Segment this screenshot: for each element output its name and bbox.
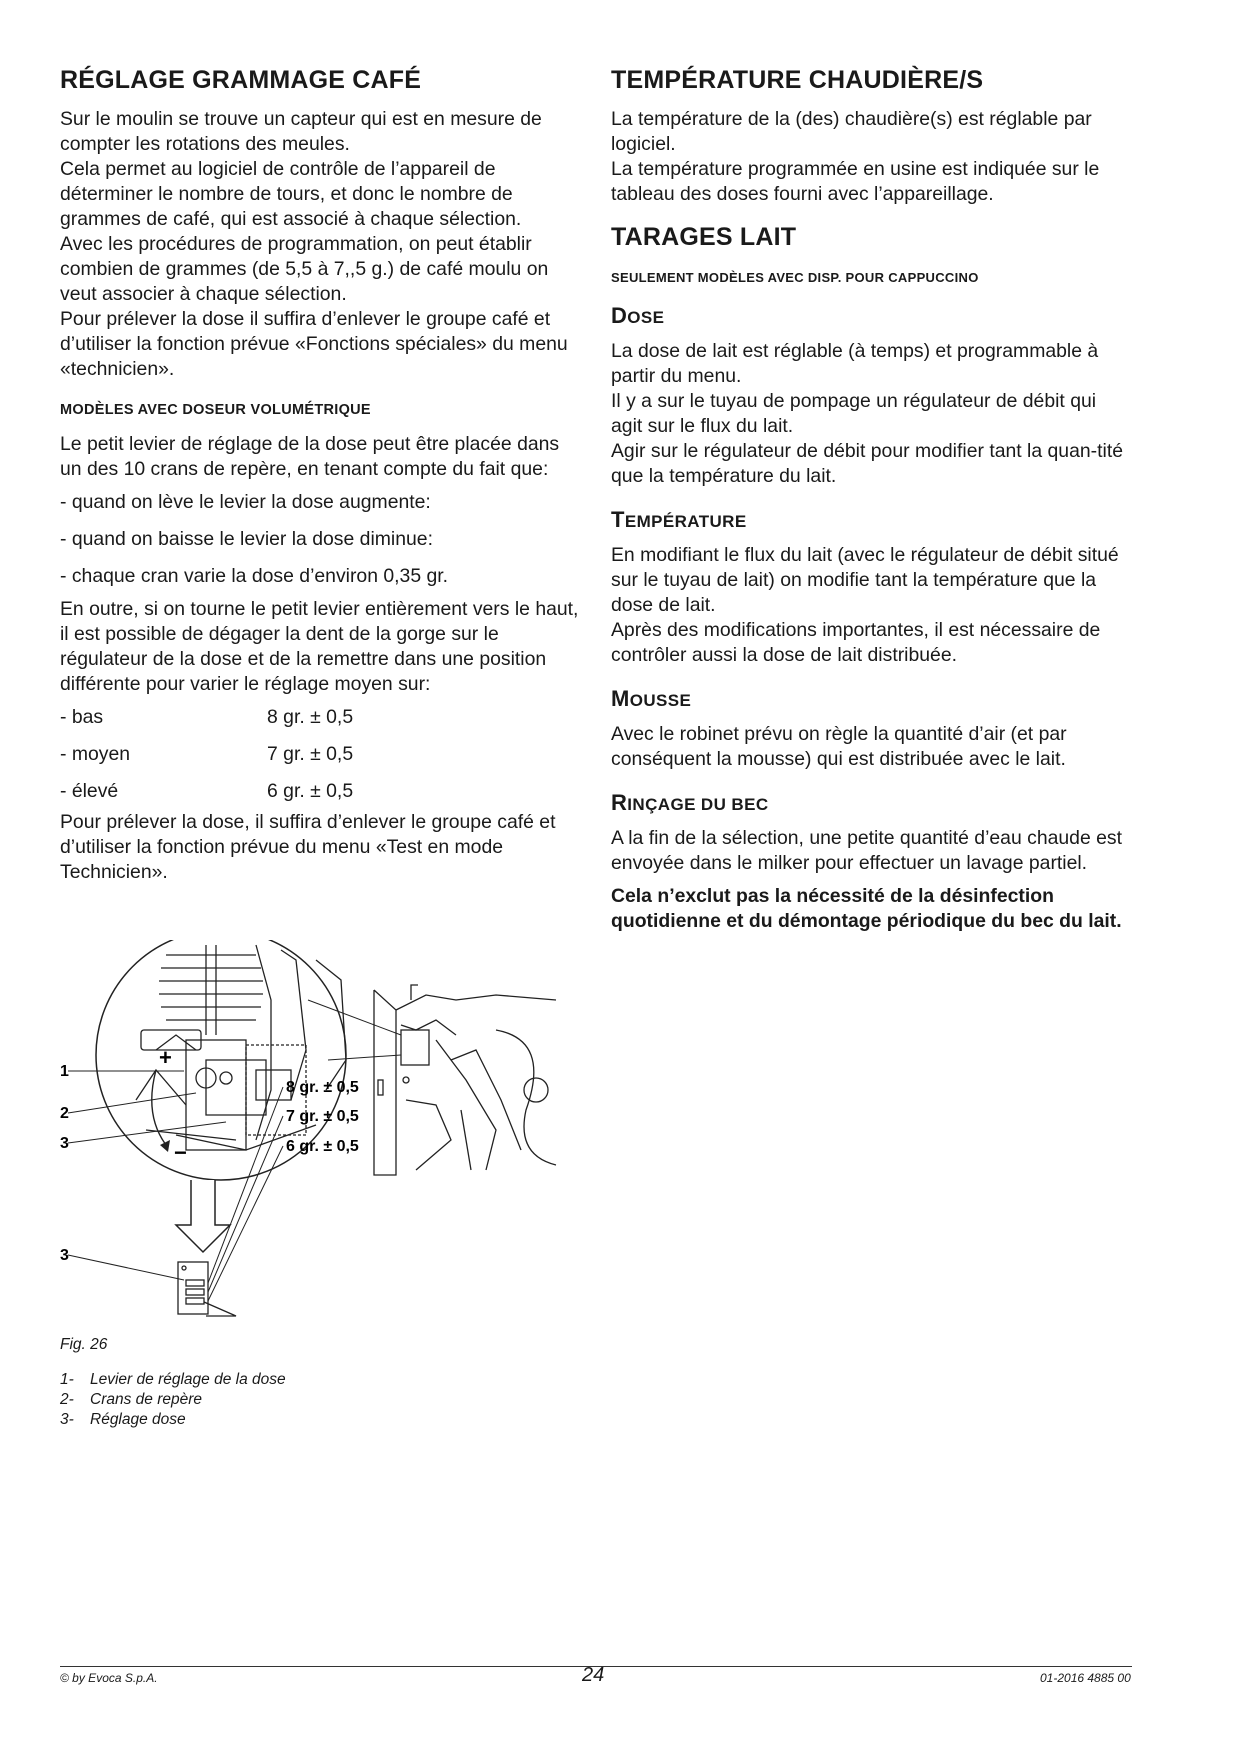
paragraph: Avec les procédures de programmation, on peut établir combien de grammes (de 5,5 à 7,,5 g.) de café moulu on veut associer à chaque sélection.	[60, 233, 549, 305]
dose-label-6gr: 6 gr. ± 0,5	[286, 1138, 359, 1155]
setting-label: - moyen	[60, 743, 131, 765]
legend-text: Crans de repère	[90, 1391, 203, 1408]
callout-3: 3	[60, 1135, 69, 1152]
section-title-temperature: TEMPÉRATURE CHAUDIÈRE/S	[611, 66, 984, 94]
setting-row	[60, 779, 585, 804]
subheading-doseur: MODÈLES AVEC DOSEUR VOLUMÉTRIQUE	[60, 402, 371, 418]
footer-copyright: © by Evoca S.p.A.	[60, 1671, 158, 1685]
model-note: SEULEMENT MODÈLES AVEC DISP. POUR CAPPUCCINO	[611, 270, 979, 285]
temperature-heading-rest: EMPÉRATURE	[624, 512, 747, 531]
callout-1: 1	[60, 1063, 69, 1080]
bullet-item: - quand on lève le levier la dose augmente:	[60, 491, 431, 513]
paragraph: A la fin de la sélection, une petite quantité d’eau chaude est envoyée dans le milker pour effectuer un lavage partiel.	[611, 827, 1122, 874]
section-title-grammage: RÉGLAGE GRAMMAGE CAFÉ	[60, 66, 422, 94]
paragraph: Cela permet au logiciel de contrôle de l’appareil de déterminer le nombre de tours, et donc le nombre de grammes de café, qui est associé à chaque sélection.	[60, 158, 522, 230]
bullet-item: - chaque cran varie la dose d’environ 0,35 gr.	[60, 565, 449, 587]
legend-item	[60, 1410, 286, 1430]
subheading-temperature	[611, 507, 1131, 533]
paragraph: Après des modifications importantes, il est nécessaire de contrôler aussi la dose de lait distribuée.	[611, 619, 1101, 666]
setting-value: 7 gr. ± 0,5	[267, 743, 354, 765]
section-title-tarages-lait: TARAGES LAIT	[611, 223, 797, 251]
paragraph: La dose de lait est réglable (à temps) et programmable à partir du menu.	[611, 340, 1099, 387]
dose-heading-initial: D	[611, 303, 628, 328]
left-column	[60, 60, 585, 893]
grinder-dose-diagram	[56, 940, 576, 1330]
setting-value: 8 gr. ± 0,5	[267, 706, 354, 728]
setting-value: 6 gr. ± 0,5	[267, 780, 354, 802]
dose-heading-rest: OSE	[627, 308, 665, 327]
setting-label: - bas	[60, 706, 104, 728]
paragraph: La température programmée en usine est indiquée sur le tableau des doses fourni avec l’appareillage.	[611, 158, 1100, 205]
dose-label-7gr: 7 gr. ± 0,5	[286, 1108, 359, 1125]
right-column	[611, 60, 1131, 942]
warning-paragraph: Cela n’exclut pas la nécessité de la désinfection quotidienne et du démontage périodique du bec du lait.	[611, 885, 1122, 932]
legend-text: Levier de réglage de la dose	[90, 1371, 286, 1388]
rincage-heading-rest: INÇAGE DU BEC	[627, 795, 769, 814]
legend-item	[60, 1370, 286, 1390]
legend-number: 1-	[60, 1371, 74, 1388]
paragraph: Le petit levier de réglage de la dose peut être placée dans un des 10 crans de repère, en tenant compte du fait que:	[60, 433, 560, 480]
paragraph: Sur le moulin se trouve un capteur qui est en mesure de compter les rotations des meules.	[60, 108, 542, 155]
bullet-item: - quand on baisse le levier la dose diminue:	[60, 528, 433, 550]
callout-2: 2	[60, 1105, 69, 1122]
footer-document-code: 01-2016 4885 00	[1040, 1671, 1131, 1685]
figure-legend	[60, 1370, 286, 1430]
paragraph: Pour prélever la dose, il suffira d’enlever le groupe café et d’utiliser la fonction prévue du menu «Test en mode Technicien».	[60, 811, 556, 883]
legend-text: Réglage dose	[90, 1411, 186, 1428]
paragraph: La température de la (des) chaudière(s) est réglable par logiciel.	[611, 108, 1092, 155]
page-number: 24	[582, 1664, 605, 1686]
legend-number: 3-	[60, 1411, 74, 1428]
paragraph: Agir sur le régulateur de débit pour modifier tant la quan-tité que la température du lait.	[611, 440, 1123, 487]
figure-caption: Fig. 26	[60, 1336, 108, 1353]
paragraph: En outre, si on tourne le petit levier entièrement vers le haut, il est possible de dégager la dent de la gorge sur le régulateur de la dose et de la remettre dans une position différente pour varier le réglage moyen sur:	[60, 598, 579, 695]
temperature-heading-initial: T	[611, 507, 625, 532]
paragraph: Il y a sur le tuyau de pompage un régulateur de débit qui agit sur le flux du lait.	[611, 390, 1097, 437]
callout-3-detail: 3	[60, 1247, 69, 1264]
plus-sign: +	[159, 1045, 172, 1070]
setting-label: - élevé	[60, 780, 119, 802]
mousse-heading-rest: OUSSE	[629, 691, 692, 710]
setting-row	[60, 742, 585, 767]
paragraph: En modifiant le flux du lait (avec le régulateur de débit situé sur le tuyau de lait) on modifie tant la température que la dose de lait.	[611, 544, 1119, 616]
subheading-rincage	[611, 790, 1131, 816]
setting-row	[60, 705, 585, 730]
mousse-heading-initial: M	[611, 686, 630, 711]
legend-item	[60, 1390, 286, 1410]
paragraph: Avec le robinet prévu on règle la quantité d’air (et par conséquent la mousse) qui est distribuée avec le lait.	[611, 723, 1067, 770]
dose-label-8gr: 8 gr. ± 0,5	[286, 1079, 359, 1096]
subheading-mousse	[611, 686, 1131, 712]
minus-sign: −	[174, 1140, 187, 1165]
legend-number: 2-	[60, 1391, 74, 1408]
paragraph: Pour prélever la dose il suffira d’enlever le groupe café et d’utiliser la fonction prévue «Fonctions spéciales» du menu «technicien».	[60, 308, 568, 380]
rincage-heading-initial: R	[611, 790, 628, 815]
subheading-dose	[611, 303, 1131, 329]
figure-26-illustration	[56, 940, 576, 1330]
